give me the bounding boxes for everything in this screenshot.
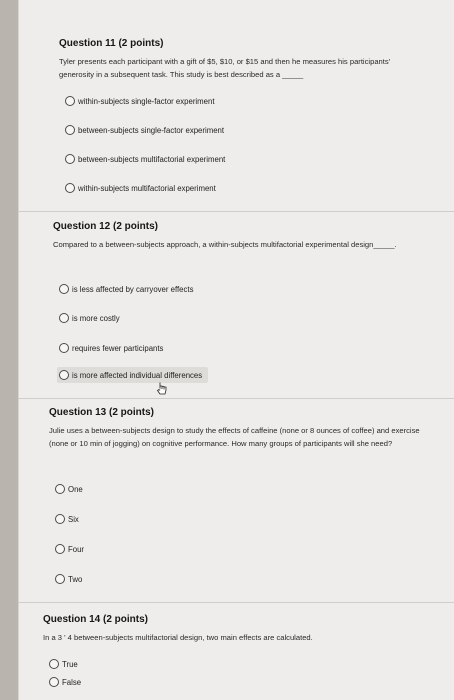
q11-option-3[interactable] [65, 154, 225, 164]
divider [19, 211, 454, 212]
q11-option-2[interactable] [65, 125, 224, 135]
radio-button[interactable] [59, 343, 69, 353]
divider [19, 398, 454, 399]
option-label: Six [68, 514, 79, 524]
option-label: within-subjects multifactorial experiment [78, 183, 216, 193]
radio-button[interactable] [65, 183, 75, 193]
q13-option-3[interactable] [55, 544, 84, 554]
question-11 [59, 38, 409, 81]
question-title: Question 13 (2 points) [49, 407, 155, 418]
radio-button[interactable] [49, 659, 59, 669]
radio-button[interactable] [49, 677, 59, 687]
q14-option-2[interactable] [49, 677, 81, 687]
radio-button[interactable] [55, 574, 65, 584]
q14-option-1[interactable] [49, 659, 78, 669]
radio-button[interactable] [59, 313, 69, 323]
option-label: True [62, 659, 78, 669]
question-text: In a 3 ' 4 between-subjects multifactorial design, two main effects are calculated. [43, 633, 313, 642]
option-label: between-subjects single-factor experiment [78, 125, 225, 135]
question-12 [53, 221, 423, 251]
q13-option-1[interactable] [55, 484, 83, 494]
q13-option-2[interactable] [55, 514, 79, 524]
question-text: Julie uses a between-subjects design to study the effects of caffeine (none or 8 ounces of coffee) and exercise (none or 10 min of jogging) on cognitive performance. How many groups of participants will she need? [49, 426, 420, 448]
divider [19, 602, 454, 603]
q12-option-4[interactable] [57, 367, 208, 383]
option-label: within-subjects single-factor experiment [78, 96, 215, 106]
q11-option-4[interactable] [65, 183, 216, 193]
radio-button[interactable] [59, 284, 69, 294]
option-label: is less affected by carryover effects [72, 284, 194, 294]
option-label: Four [68, 544, 85, 554]
question-14 [43, 614, 423, 644]
q13-option-4[interactable] [55, 574, 82, 584]
question-title: Question 14 (2 points) [43, 614, 149, 625]
radio-button[interactable] [55, 484, 65, 494]
question-13 [49, 407, 421, 450]
q11-option-1[interactable] [65, 96, 215, 106]
option-label: One [68, 484, 83, 494]
hand-cursor-icon [155, 381, 169, 395]
question-title: Question 11 (2 points) [59, 38, 164, 49]
option-label: between-subjects multifactorial experiment [78, 154, 226, 164]
option-label: is more affected individual differences [72, 370, 203, 380]
option-label: is more costly [72, 313, 120, 323]
option-label: requires fewer participants [72, 343, 164, 353]
q12-option-3[interactable] [59, 343, 163, 353]
radio-button[interactable] [65, 125, 75, 135]
option-label: Two [68, 574, 83, 584]
question-title: Question 12 (2 points) [53, 221, 159, 232]
q12-option-1[interactable] [59, 284, 193, 294]
radio-button[interactable] [59, 370, 69, 380]
q12-option-2[interactable] [59, 313, 120, 323]
radio-button[interactable] [55, 514, 65, 524]
question-text: Compared to a between-subjects approach, a within-subjects multifactorial experimental design_____. [53, 240, 397, 249]
radio-button[interactable] [65, 96, 75, 106]
option-label: False [62, 677, 82, 687]
radio-button[interactable] [65, 154, 75, 164]
quiz-page [18, 0, 454, 700]
question-text: Tyler presents each participant with a gift of $5, $10, or $15 and then he measures his participants' generosity in a subsequent task. This study is best described as a _____ [59, 57, 391, 79]
radio-button[interactable] [55, 544, 65, 554]
